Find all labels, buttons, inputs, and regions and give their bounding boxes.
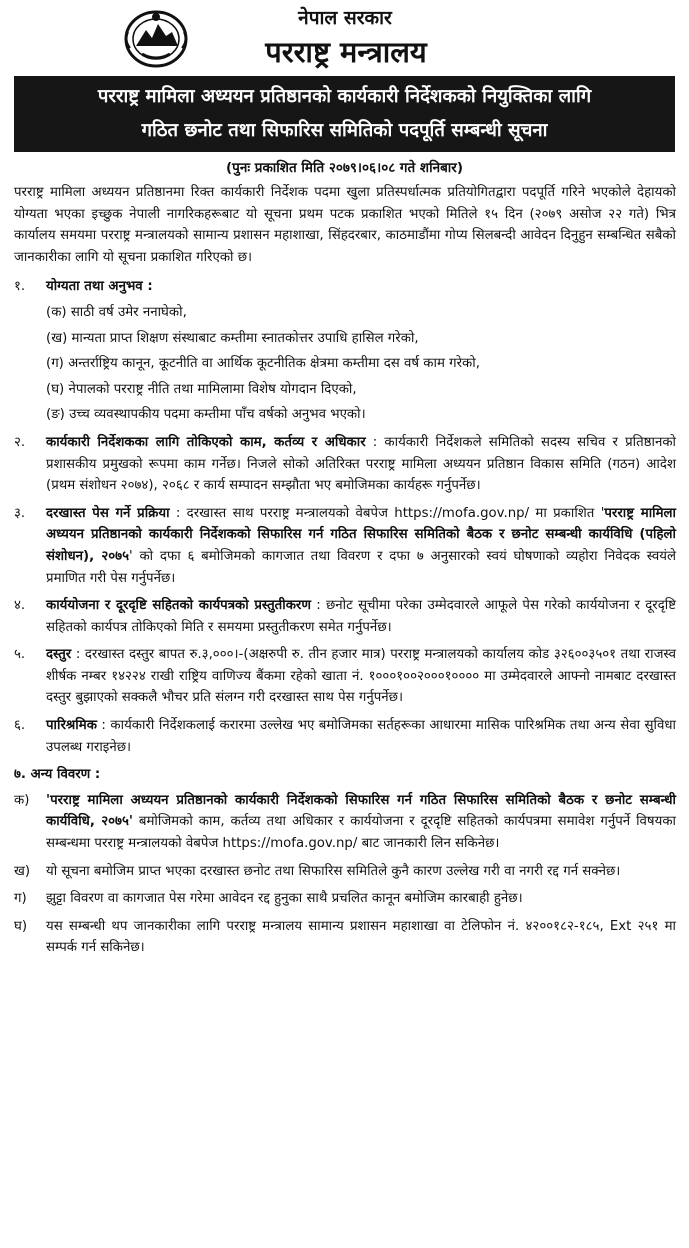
other-item	[14, 790, 676, 855]
intro-paragraph: परराष्ट्र मामिला अध्ययन प्रतिष्ठानमा रिक्त कार्यकारी निर्देशक पदमा खुला प्रतिस्पर्धात्मक प्रतियोगितद्वारा पदपूर्ति गरिने भएकोले देहायको योग्यता भएका इच्छुक नेपाली नागरिकहरूबाट यो सूचना प्रथम पटक प्रकाशित भएको मितिले १५ दिन (२०७९ असोज २२ गते) भित्र कार्यालय समयमा परराष्ट्र मन्त्रालयको सामान्य प्रशासन महाशाखा, सिंहदरबार, काठमाडौंमा गोप्य सिलबन्दी आवेदन दिनुहुन सम्बन्धित सबैको जानकारीका लागि यो सूचना प्रकाशित गरिएको छ।	[14, 185, 676, 265]
item-marker: घ)	[14, 918, 28, 934]
list-item: (ग) अन्तर्राष्ट्रिय कानून, कूटनीति वा आर्थिक कूटनीतिक क्षेत्रमा कम्तीमा दस वर्ष काम गरेको,	[46, 356, 480, 372]
section-title: योग्यता तथा अनुभव :	[46, 279, 153, 295]
list-item: (घ) नेपालको परराष्ट्र नीति तथा मामिलामा विशेष योगदान दिएको,	[46, 381, 357, 397]
procedure-name: 'परराष्ट्र मामिला अध्ययन प्रतिष्ठानको कार्यकारी निर्देशकको सिफारिस गर्न गठित सिफारिस समितिको बैठक र छनोट सम्बन्धी कार्यविधि, २०७५'	[46, 792, 676, 830]
section-number: ४.	[14, 598, 26, 614]
item-marker: क)	[14, 792, 30, 808]
item-text: यो सूचना बमोजिम प्राप्त भएका दरखास्त छनोट तथा सिफारिस समितिले कुनै कारण उल्लेख गरी वा नगरी रद्द गर्न सक्नेछ।	[46, 863, 621, 879]
section-qualifications	[14, 276, 676, 426]
section-presentation	[14, 595, 676, 638]
section-remuneration	[14, 715, 676, 758]
item-marker: ग)	[14, 891, 27, 907]
list-item: (ख) मान्यता प्राप्त शिक्षण संस्थाबाट कम्तीमा स्नातकोत्तर उपाधि हासिल गरेको,	[46, 330, 419, 346]
item-text: यस सम्बन्धी थप जानकारीका लागि परराष्ट्र मन्त्रालय सामान्य प्रशासन महाशाखा वा टेलिफोन नं. ४२००१८२-१८५, Ext २५१ मा सम्पर्क गर्न सकिनेछ।	[46, 918, 676, 956]
section-duties	[14, 432, 676, 497]
section-other-heading: ७. अन्य विवरण :	[14, 767, 101, 783]
section-application-process	[14, 503, 676, 589]
item-marker: ख)	[14, 863, 31, 879]
other-item	[14, 916, 676, 959]
section-text: : छनोट सूचीमा परेका उम्मेदवारले आफूले पेस गरेको कार्ययोजना र दूरदृष्टि सहितको कार्यपत्र तोकिएको मिति र समयमा प्रस्तुतीकरण समेत गर्नुपर्नेछ।	[46, 598, 676, 635]
section-number: ५.	[14, 647, 26, 663]
section-title: दस्तुर	[46, 647, 72, 663]
republished-date: (पुनः प्रकाशित मिति २०७९।०६।०८ गते शनिबार)	[226, 160, 463, 176]
section-title: कार्यकारी निर्देशकका लागि तोकिएको काम, कर्तव्य र अधिकार	[46, 434, 366, 450]
other-item	[14, 861, 676, 883]
notice-body	[14, 182, 676, 965]
item-text: बमोजिमको काम, कर्तव्य तथा अधिकार र कार्ययोजना र दूरदृष्टि सहितको कार्यपत्रमा समावेश गर्नुपर्ने विषयका सम्बन्धमा परराष्ट्र मन्त्रालयको वेबपेज https://mofa.gov.np/ बाट जानकारी लिन सकिनेछ।	[46, 814, 676, 852]
section-number: ३.	[14, 505, 26, 521]
notice-title-line-2: गठित छनोट तथा सिफारिस समितिको पदपूर्ति सम्बन्धी सूचना	[141, 120, 548, 141]
notice-title-banner	[14, 76, 675, 152]
section-number: २.	[14, 434, 26, 450]
section-title: पारिश्रमिक	[46, 718, 97, 734]
other-item	[14, 888, 676, 910]
section-number: १.	[14, 279, 26, 295]
nepal-emblem-icon	[122, 6, 190, 68]
section-text: ' को दफा ६ बमोजिमको कागजात तथा विवरण र दफा ७ अनुसारको स्वयं घोषणाको व्यहोरा निवेदक स्वयंले प्रमाणित गरी पेस गर्नुपर्नेछ।	[46, 548, 676, 586]
list-item: (क) साठी वर्ष उमेर ननाघेको,	[46, 304, 187, 320]
section-text: : दरखास्त साथ परराष्ट्र मन्त्रालयको वेबपेज https://mofa.gov.np/ मा प्रकाशित '	[169, 505, 605, 521]
list-item: (ङ) उच्च व्यवस्थापकीय पदमा कम्तीमा पाँच वर्षको अनुभव भएको।	[46, 407, 366, 423]
letterhead	[0, 0, 689, 72]
qualification-list	[46, 302, 676, 426]
government-name: नेपाल सरकार	[298, 7, 392, 29]
section-number: ६.	[14, 718, 26, 734]
section-text: : दरखास्त दस्तुर बापत रु.३,०००।-(अक्षरुपी रु. तीन हजार मात्र) परराष्ट्र मन्त्रालयको कार्यालय कोड ३२६००३५०१ तथा राजस्व शीर्षक नम्बर १४२२४ राखी राष्ट्रिय वाणिज्य बैंकमा रहेको खाता नं. १०००१००२०००१०००० मा उम्मेदवारले आफ्नो नामबाट दरखास्त दस्तुर बुझाएको सक्कलै भौचर प्रति संलग्न गरी दरखास्त साथ पेस गर्नुपर्नेछ।	[46, 647, 676, 706]
section-text: : कार्यकारी निर्देशकले समितिको सदस्य सचिव र प्रतिष्ठानको प्रशासकीय प्रमुखको रूपमा काम गर्नेछ। निजले सोको अतिरिक्त परराष्ट्र मामिला अध्ययन प्रतिष्ठान विकास समिति (गठन) आदेश (प्रथम संशोधन २०७४), २०६८ र कार्य सम्पादन सम्झौता भए बमोजिमका कार्यहरू गर्नुपर्नेछ।	[46, 434, 676, 494]
procedure-name: परराष्ट्र मामिला अध्ययन प्रतिष्ठानको कार्यकारी निर्देशकको सिफारिस गर्न गठित सिफारिस समितिको बैठक र छनोट सम्बन्धी कार्यविधि (पहिलो संशोधन), २०७५	[46, 505, 676, 564]
section-text: : कार्यकारी निर्देशकलाई करारमा उल्लेख भए बमोजिमका सर्तहरूका आधारमा मासिक पारिश्रमिक तथा अन्य सेवा सुविधा उपलब्ध गराइनेछ।	[46, 718, 676, 755]
ministry-name: परराष्ट्र मन्त्रालय	[265, 35, 427, 69]
item-text: झुट्टा विवरण वा कागजात पेस गरेमा आवेदन रद्द हुनुका साथै प्रचलित कानून बमोजिम कारबाही हुनेछ।	[46, 891, 523, 907]
section-title: कार्ययोजना र दूरदृष्टि सहितको कार्यपत्रको प्रस्तुतीकरण	[46, 598, 311, 614]
notice-title-line-1: परराष्ट्र मामिला अध्ययन प्रतिष्ठानको कार्यकारी निर्देशकको नियुक्तिका लागि	[97, 86, 592, 107]
section-title: दरखास्त पेस गर्ने प्रक्रिया	[46, 505, 170, 521]
section-fee	[14, 644, 676, 709]
